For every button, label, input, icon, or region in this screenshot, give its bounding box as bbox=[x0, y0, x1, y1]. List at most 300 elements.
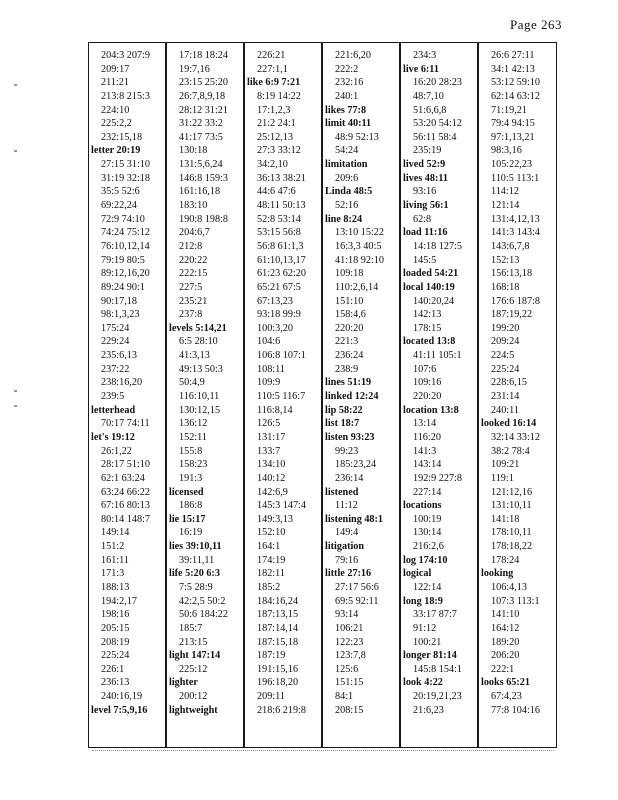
index-headword-entry: look 4:22 bbox=[403, 677, 443, 689]
index-headword-entry: local 140:19 bbox=[403, 281, 455, 293]
index-page-reference: 185:2 bbox=[257, 581, 281, 593]
index-page-reference: 119:1 bbox=[491, 472, 514, 484]
index-page-reference: 74:24 75:12 bbox=[101, 227, 150, 239]
index-headword-entry: letterhead bbox=[91, 404, 136, 416]
index-page-reference: 221:6,20 bbox=[335, 50, 371, 61]
index-page-reference: 41:11 105:1 bbox=[413, 350, 462, 362]
index-page-reference: 107:6 bbox=[413, 363, 437, 375]
index-headword-entry: locations bbox=[403, 500, 442, 512]
index-page-reference: 240:16,19 bbox=[101, 691, 143, 703]
index-page-reference: 48:7,10 bbox=[413, 90, 444, 102]
index-page-reference: 237:22 bbox=[101, 363, 130, 375]
index-page-reference: 136:12 bbox=[179, 418, 208, 430]
index-headword-entry: list 18:7 bbox=[325, 418, 360, 430]
index-page-reference: 36:13 38:21 bbox=[257, 172, 306, 184]
index-page-reference: 149:4 bbox=[335, 527, 359, 539]
index-headword-entry: listened bbox=[325, 486, 359, 498]
index-page-reference: 106:8 107:1 bbox=[257, 350, 306, 362]
index-page-reference: 98:3,16 bbox=[491, 145, 522, 157]
index-page-reference: 187:19 bbox=[257, 650, 286, 662]
index-page-reference: 121:14 bbox=[491, 200, 520, 212]
index-page-reference: 164:1 bbox=[257, 541, 281, 553]
index-headword-entry: limitation bbox=[325, 159, 368, 171]
index-page-reference: 222:1 bbox=[491, 663, 515, 675]
index-column-5 bbox=[403, 49, 479, 717]
index-page-reference: 182:11 bbox=[257, 568, 285, 580]
index-page-reference: 48:9 52:13 bbox=[335, 131, 379, 143]
index-headword-entry: looking bbox=[481, 568, 514, 580]
index-page-reference: 225:24 bbox=[101, 650, 130, 662]
index-page-reference: 31:22 33:2 bbox=[179, 118, 223, 130]
index-page-reference: 185:23,24 bbox=[335, 459, 377, 471]
index-page-reference: 211:21 bbox=[101, 77, 129, 89]
index-page-reference: 183:10 bbox=[179, 200, 208, 212]
index-page-reference: 69:22,24 bbox=[101, 200, 137, 212]
index-page-reference: 204:6,7 bbox=[179, 227, 210, 239]
index-page-reference: 8:19 14:22 bbox=[257, 90, 301, 102]
index-page-reference: 156:13,18 bbox=[491, 268, 533, 280]
index-page-reference: 50:4,9 bbox=[179, 377, 205, 389]
index-headword-entry: lip 58:22 bbox=[325, 404, 363, 416]
index-page-reference: 62:14 63:12 bbox=[491, 90, 540, 102]
index-page-reference: 20:19,21,23 bbox=[413, 691, 462, 703]
index-page-reference: 152:10 bbox=[257, 527, 286, 539]
index-page-reference: 209:17 bbox=[101, 63, 130, 75]
index-page-reference: 44:6 47:6 bbox=[257, 186, 296, 198]
index-page-reference: 218:6 219:8 bbox=[257, 704, 306, 716]
index-page-reference: 190:8 198:8 bbox=[179, 213, 228, 225]
index-column-3 bbox=[247, 49, 323, 717]
index-page-reference: 89:24 90:1 bbox=[101, 281, 145, 293]
index-page-reference: 187:15,18 bbox=[257, 636, 299, 648]
index-page-reference: 236:13 bbox=[101, 677, 130, 689]
index-page-reference: 109:21 bbox=[491, 459, 520, 471]
index-headword-entry: linked 12:24 bbox=[325, 391, 379, 403]
index-headword-entry: long 18:9 bbox=[403, 595, 443, 607]
index-page-reference: 161:16,18 bbox=[179, 186, 221, 198]
index-page-reference: 17:1,2,3 bbox=[257, 104, 291, 116]
index-page-reference: 187:13,15 bbox=[257, 609, 299, 621]
index-page-reference: 168:18 bbox=[491, 281, 520, 293]
index-page-reference: 104:6 bbox=[257, 336, 281, 348]
index-headword-entry: lie 15:17 bbox=[169, 513, 206, 525]
index-page-reference: 62:1 63:24 bbox=[101, 472, 145, 484]
index-page-reference: 176:6 187:8 bbox=[491, 295, 540, 307]
index-page-reference: 19:7,16 bbox=[179, 63, 210, 75]
index-page-reference: 131:5,6,24 bbox=[179, 159, 223, 171]
index-page-reference: 76:10,12,14 bbox=[101, 240, 150, 252]
index-page-reference: 204:3 207:9 bbox=[101, 50, 150, 61]
index-headword-entry: loaded 54:21 bbox=[403, 268, 459, 280]
index-page-reference: 67:13,23 bbox=[257, 295, 293, 307]
index-page-reference: 116:10,11 bbox=[179, 391, 220, 403]
index-headword-entry: looks 65:21 bbox=[481, 677, 530, 689]
index-page-reference: 61:23 62:20 bbox=[257, 268, 306, 280]
footer-rule bbox=[92, 750, 554, 751]
index-headword-entry: live 6:11 bbox=[403, 63, 439, 75]
index-page-reference: 97:1,13,21 bbox=[491, 131, 535, 143]
index-headword-entry: listen 93:23 bbox=[325, 431, 375, 443]
index-page-reference: 70:17 74:11 bbox=[101, 418, 150, 430]
index-page-reference: 27:15 31:10 bbox=[101, 159, 150, 171]
index-headword-entry: listening 48:1 bbox=[325, 513, 384, 525]
index-page-reference: 228:6,15 bbox=[491, 377, 527, 389]
index-headword-entry: lightweight bbox=[169, 704, 218, 716]
index-page-reference: 191:3 bbox=[179, 472, 203, 484]
index-page-reference: 84:1 bbox=[335, 691, 354, 703]
index-page-reference: 93:14 bbox=[335, 609, 359, 621]
index-page-reference: 229:24 bbox=[101, 336, 130, 348]
index-page-reference: 116:8,14 bbox=[257, 404, 293, 416]
index-page-reference: 151:15 bbox=[335, 677, 364, 689]
index-page-reference: 23:15 25:20 bbox=[179, 77, 228, 89]
index-page-reference: 6:5 28:10 bbox=[179, 336, 218, 348]
index-page-reference: 131:17 bbox=[257, 431, 286, 443]
index-headword-entry: life 5:20 6:3 bbox=[169, 568, 220, 580]
margin-mark bbox=[14, 84, 17, 86]
index-page-reference: 227:5 bbox=[179, 281, 203, 293]
index-page-reference: 187:14,14 bbox=[257, 622, 299, 634]
index-page-reference: 27:17 56:6 bbox=[335, 581, 379, 593]
index-page-reference: 93:16 bbox=[413, 186, 437, 198]
index-page-reference: 234:3 bbox=[413, 50, 437, 61]
index-page-reference: 134:10 bbox=[257, 459, 286, 471]
index-page-reference: 208:15 bbox=[335, 704, 364, 716]
index-page-reference: 209:24 bbox=[491, 336, 520, 348]
index-page-reference: 105:22,23 bbox=[491, 159, 533, 171]
index-page-reference: 235:6,13 bbox=[101, 350, 137, 362]
index-page-reference: 63:24 66:22 bbox=[101, 486, 150, 498]
index-page-reference: 130:18 bbox=[179, 145, 208, 157]
index-headword-entry: lies 39:10,11 bbox=[169, 541, 222, 553]
index-headword-entry: light 147:14 bbox=[169, 650, 221, 662]
index-page-reference: 110:5 113:1 bbox=[491, 172, 540, 184]
index-page-reference: 54:24 bbox=[335, 145, 359, 157]
index-page-reference: 89:12,16,20 bbox=[101, 268, 150, 280]
index-column-6 bbox=[481, 49, 557, 717]
index-page-reference: 152:13 bbox=[491, 254, 520, 266]
index-page-reference: 61:10,13,17 bbox=[257, 254, 306, 266]
index-page-reference: 151:2 bbox=[101, 541, 125, 553]
index-page-reference: 79:19 80:5 bbox=[101, 254, 145, 266]
index-page-reference: 52:8 53:14 bbox=[257, 213, 301, 225]
index-page-reference: 224:5 bbox=[491, 350, 515, 362]
index-page-reference: 107:3 113:1 bbox=[491, 595, 540, 607]
index-page-reference: 48:11 50:13 bbox=[257, 200, 306, 212]
index-page-reference: 236:24 bbox=[335, 350, 364, 362]
index-page-reference: 145:5 bbox=[413, 254, 437, 266]
index-page-reference: 240:11 bbox=[491, 404, 519, 416]
index-page-reference: 125:6 bbox=[335, 663, 359, 675]
index-page-reference: 108:11 bbox=[257, 363, 285, 375]
index-page-reference: 42:2,5 50:2 bbox=[179, 595, 226, 607]
index-page-reference: 225:12 bbox=[179, 663, 208, 675]
index-headword-entry: log 174:10 bbox=[403, 554, 448, 566]
index-page-reference: 200:12 bbox=[179, 691, 208, 703]
index-page-reference: 38:2 78:4 bbox=[491, 445, 530, 457]
index-page-reference: 209:11 bbox=[257, 691, 285, 703]
index-page-reference: 77:8 104:16 bbox=[491, 704, 540, 716]
index-page-reference: 222:15 bbox=[179, 268, 208, 280]
index-page-reference: 67:4,23 bbox=[491, 691, 522, 703]
index-page-reference: 225:2,2 bbox=[101, 118, 132, 130]
index-column-2 bbox=[169, 49, 245, 717]
index-page-reference: 152:11 bbox=[179, 431, 207, 443]
index-page-reference: 146:8 159:3 bbox=[179, 172, 228, 184]
index-headword-entry: licensed bbox=[169, 486, 204, 498]
index-page-reference: 98:1,3,23 bbox=[101, 309, 140, 321]
index-page-reference: 90:17,18 bbox=[101, 295, 137, 307]
index-page-reference: 28:17 51:10 bbox=[101, 459, 150, 471]
index-page-reference: 80:14 148:7 bbox=[101, 513, 150, 525]
index-headword-entry: little 27:16 bbox=[325, 568, 372, 580]
index-page-reference: 140:12 bbox=[257, 472, 286, 484]
index-page-reference: 69:5 92:11 bbox=[335, 595, 379, 607]
index-page-reference: 13:10 15:22 bbox=[335, 227, 384, 239]
index-page-reference: 184:16,24 bbox=[257, 595, 299, 607]
index-page-reference: 71:19,21 bbox=[491, 104, 527, 116]
index-headword-entry: letter 20:19 bbox=[91, 145, 141, 157]
index-page-reference: 141:18 bbox=[491, 513, 520, 525]
index-page-reference: 53:15 56:8 bbox=[257, 227, 301, 239]
index-page-reference: 185:7 bbox=[179, 622, 203, 634]
index-page-reference: 72:9 74:10 bbox=[101, 213, 145, 225]
index-page-reference: 222:2 bbox=[335, 63, 359, 75]
index-page-reference: 110:5 116:7 bbox=[257, 391, 306, 403]
index-page-reference: 93:18 99:9 bbox=[257, 309, 301, 321]
index-page-reference: 131:4,12,13 bbox=[491, 213, 540, 225]
index-page-reference: 79:4 94:15 bbox=[491, 118, 535, 130]
index-page-reference: 142:13 bbox=[413, 309, 442, 321]
index-page-reference: 238:16,20 bbox=[101, 377, 143, 389]
index-page-reference: 11:12 bbox=[335, 500, 358, 512]
index-page-reference: 212:8 bbox=[179, 240, 203, 252]
index-page-reference: 41:3,13 bbox=[179, 350, 210, 362]
index-page-reference: 141:3 143:4 bbox=[491, 227, 540, 239]
index-page-reference: 240:1 bbox=[335, 90, 359, 102]
index-page-reference: 232:15,18 bbox=[101, 131, 143, 143]
index-page-reference: 16:20 28:23 bbox=[413, 77, 462, 89]
index-page-reference: 141:10 bbox=[491, 609, 520, 621]
index-page-reference: 51:6,6,8 bbox=[413, 104, 447, 116]
index-headword-entry: lives 48:11 bbox=[403, 172, 448, 184]
index-headword-entry: levels 5:14,21 bbox=[169, 322, 227, 334]
index-page-reference: 206:20 bbox=[491, 650, 520, 662]
index-page-reference: 158:4,6 bbox=[335, 309, 366, 321]
index-page-reference: 100:19 bbox=[413, 513, 442, 525]
index-page-reference: 216:2,6 bbox=[413, 541, 444, 553]
index-page-reference: 209:6 bbox=[335, 172, 359, 184]
index-page-reference: 53:20 54:12 bbox=[413, 118, 462, 130]
index-page-reference: 21:2 24:1 bbox=[257, 118, 296, 130]
index-headword-entry: line 8:24 bbox=[325, 213, 363, 225]
index-page-reference: 67:16 80:13 bbox=[101, 500, 150, 512]
index-page-reference: 121:12,16 bbox=[491, 486, 533, 498]
index-page-reference: 109:9 bbox=[257, 377, 281, 389]
index-page-reference: 158:23 bbox=[179, 459, 208, 471]
index-page-reference: 235:19 bbox=[413, 145, 442, 157]
word-index-table bbox=[88, 42, 557, 748]
index-page-reference: 178:10,11 bbox=[491, 527, 532, 539]
index-page-reference: 34:1 42:13 bbox=[491, 63, 535, 75]
index-headword-entry: lived 52:9 bbox=[403, 159, 446, 171]
index-headword-entry: level 7:5,9,16 bbox=[91, 704, 148, 716]
index-page-reference: 145:3 147:4 bbox=[257, 500, 306, 512]
index-page-reference: 227:1,1 bbox=[257, 63, 288, 75]
index-page-reference: 13:14 bbox=[413, 418, 437, 430]
index-page-reference: 198:16 bbox=[101, 609, 130, 621]
index-headword-entry: looked 16:14 bbox=[481, 418, 537, 430]
margin-mark bbox=[14, 150, 17, 152]
index-page-reference: 141:3 bbox=[413, 445, 437, 457]
index-headword-entry: longer 81:14 bbox=[403, 650, 457, 662]
index-page-reference: 130:12,15 bbox=[179, 404, 221, 416]
index-page-reference: 106:21 bbox=[335, 622, 364, 634]
index-page-reference: 130:14 bbox=[413, 527, 442, 539]
index-page-reference: 199:20 bbox=[491, 322, 520, 334]
index-page-reference: 25:12,13 bbox=[257, 131, 293, 143]
index-page-reference: 188:13 bbox=[101, 581, 130, 593]
index-page-reference: 208:19 bbox=[101, 636, 130, 648]
index-page-reference: 133:7 bbox=[257, 445, 281, 457]
index-page-reference: 26:7,8,9,18 bbox=[179, 90, 226, 102]
index-page-reference: 238:9 bbox=[335, 363, 359, 375]
index-page-reference: 239:5 bbox=[101, 391, 125, 403]
index-page-reference: 126:5 bbox=[257, 418, 281, 430]
index-page-reference: 192:9 227:8 bbox=[413, 472, 462, 484]
index-page-reference: 189:20 bbox=[491, 636, 520, 648]
index-page-reference: 26:1,22 bbox=[101, 445, 132, 457]
index-page-reference: 220:20 bbox=[413, 391, 442, 403]
index-page-reference: 79:16 bbox=[335, 554, 359, 566]
index-page-reference: 151:10 bbox=[335, 295, 364, 307]
index-page-reference: 142:6,9 bbox=[257, 486, 288, 498]
index-page-reference: 100:3,20 bbox=[257, 322, 293, 334]
index-page-reference: 122:14 bbox=[413, 581, 442, 593]
index-headword-entry: load 11:16 bbox=[403, 227, 448, 239]
index-page-reference: 224:10 bbox=[101, 104, 130, 116]
index-page-reference: 7:5 28:9 bbox=[179, 581, 213, 593]
index-page-reference: 91:12 bbox=[413, 622, 437, 634]
margin-mark bbox=[14, 390, 17, 392]
index-page-reference: 114:12 bbox=[491, 186, 519, 198]
index-page-reference: 213:15 bbox=[179, 636, 208, 648]
index-headword-entry: living 56:1 bbox=[403, 200, 449, 212]
index-page-reference: 110:2,6,14 bbox=[335, 281, 379, 293]
index-page-reference: 213:8 215:3 bbox=[101, 90, 150, 102]
index-page-reference: 21:6,23 bbox=[413, 704, 444, 716]
index-page-reference: 122:23 bbox=[335, 636, 364, 648]
index-page-reference: 56:8 61:1,3 bbox=[257, 240, 304, 252]
index-page-reference: 231:14 bbox=[491, 391, 520, 403]
index-page-reference: 116:20 bbox=[413, 431, 441, 443]
index-page-reference: 31:19 32:18 bbox=[101, 172, 150, 184]
index-column-4 bbox=[325, 49, 401, 717]
index-page-reference: 187:19,22 bbox=[491, 309, 533, 321]
index-page-reference: 155:8 bbox=[179, 445, 203, 457]
index-page-reference: 178:15 bbox=[413, 322, 442, 334]
index-page-reference: 226:21 bbox=[257, 50, 286, 61]
index-page-reference: 178:24 bbox=[491, 554, 520, 566]
index-headword-entry: location 13:8 bbox=[403, 404, 459, 416]
index-headword-entry: let's 19:12 bbox=[91, 431, 135, 443]
index-page-reference: 235:21 bbox=[179, 295, 208, 307]
index-page-reference: 41:17 73:5 bbox=[179, 131, 223, 143]
index-page-reference: 33:17 87:7 bbox=[413, 609, 457, 621]
index-page-reference: 236:14 bbox=[335, 472, 364, 484]
index-page-reference: 41:18 92:10 bbox=[335, 254, 384, 266]
index-page-reference: 143:6,7,8 bbox=[491, 240, 530, 252]
index-page-reference: 56:11 58:4 bbox=[413, 131, 457, 143]
index-page-reference: 17:18 18:24 bbox=[179, 50, 228, 61]
index-page-reference: 100:21 bbox=[413, 636, 442, 648]
index-page-reference: 178:18,22 bbox=[491, 541, 533, 553]
index-page-reference: 226:1 bbox=[101, 663, 125, 675]
index-page-reference: 220:22 bbox=[179, 254, 208, 266]
index-page-reference: 149:14 bbox=[101, 527, 130, 539]
index-page-reference: 227:14 bbox=[413, 486, 442, 498]
index-page-reference: 143:14 bbox=[413, 459, 442, 471]
index-page-reference: 196:18,20 bbox=[257, 677, 299, 689]
index-page-reference: 220:20 bbox=[335, 322, 364, 334]
index-page-reference: 62:8 bbox=[413, 213, 432, 225]
index-page-reference: 237:8 bbox=[179, 309, 203, 321]
index-page-reference: 32:14 33:12 bbox=[491, 431, 540, 443]
index-page-reference: 171:3 bbox=[101, 568, 125, 580]
index-headword-entry: limit 40:11 bbox=[325, 118, 372, 130]
index-page-reference: 65:21 67:5 bbox=[257, 281, 301, 293]
index-page-reference: 27:3 33:12 bbox=[257, 145, 301, 157]
index-headword-entry: lines 51:19 bbox=[325, 377, 372, 389]
index-page-reference: 174:19 bbox=[257, 554, 286, 566]
index-page-reference: 26:6 27:11 bbox=[491, 50, 535, 61]
index-page-reference: 164:12 bbox=[491, 622, 520, 634]
index-page-reference: 53:12 59:10 bbox=[491, 77, 540, 89]
index-headword-entry: lighter bbox=[169, 677, 198, 689]
index-page-reference: 186:8 bbox=[179, 500, 203, 512]
index-page-reference: 225:24 bbox=[491, 363, 520, 375]
index-page-reference: 14:18 127:5 bbox=[413, 240, 462, 252]
index-headword-entry: logical bbox=[403, 568, 432, 580]
index-page-reference: 28:12 31:21 bbox=[179, 104, 228, 116]
index-page-reference: 99:23 bbox=[335, 445, 359, 457]
index-headword-entry: like 6:9 7:21 bbox=[247, 77, 301, 89]
index-page-reference: 39:11,11 bbox=[179, 554, 215, 566]
index-page-reference: 175:24 bbox=[101, 322, 130, 334]
index-page-reference: 131:10,11 bbox=[491, 500, 532, 512]
index-page-reference: 221:3 bbox=[335, 336, 359, 348]
index-page-reference: 109:18 bbox=[335, 268, 364, 280]
index-page-reference: 232:16 bbox=[335, 77, 364, 89]
index-page-reference: 149:3,13 bbox=[257, 513, 293, 525]
index-page-reference: 140:20,24 bbox=[413, 295, 455, 307]
index-page-reference: 34:2,10 bbox=[257, 159, 288, 171]
index-page-reference: 145:8 154:1 bbox=[413, 663, 462, 675]
index-page-reference: 191:15,16 bbox=[257, 663, 299, 675]
index-page-reference: 205:15 bbox=[101, 622, 130, 634]
index-page-reference: 16:3,3 40:5 bbox=[335, 240, 382, 252]
index-page-reference: 52:16 bbox=[335, 200, 359, 212]
index-headword-entry: litigation bbox=[325, 541, 365, 553]
index-headword-entry: located 13:8 bbox=[403, 336, 456, 348]
index-page-reference: 194:2,17 bbox=[101, 595, 137, 607]
index-headword-entry: Linda 48:5 bbox=[325, 186, 373, 198]
index-page-reference: 50:6 184:22 bbox=[179, 609, 228, 621]
index-page-reference: 109:16 bbox=[413, 377, 442, 389]
index-page-reference: 123:7,8 bbox=[335, 650, 366, 662]
index-page-reference: 49:13 50:3 bbox=[179, 363, 223, 375]
index-page-reference: 106:4,13 bbox=[491, 581, 527, 593]
